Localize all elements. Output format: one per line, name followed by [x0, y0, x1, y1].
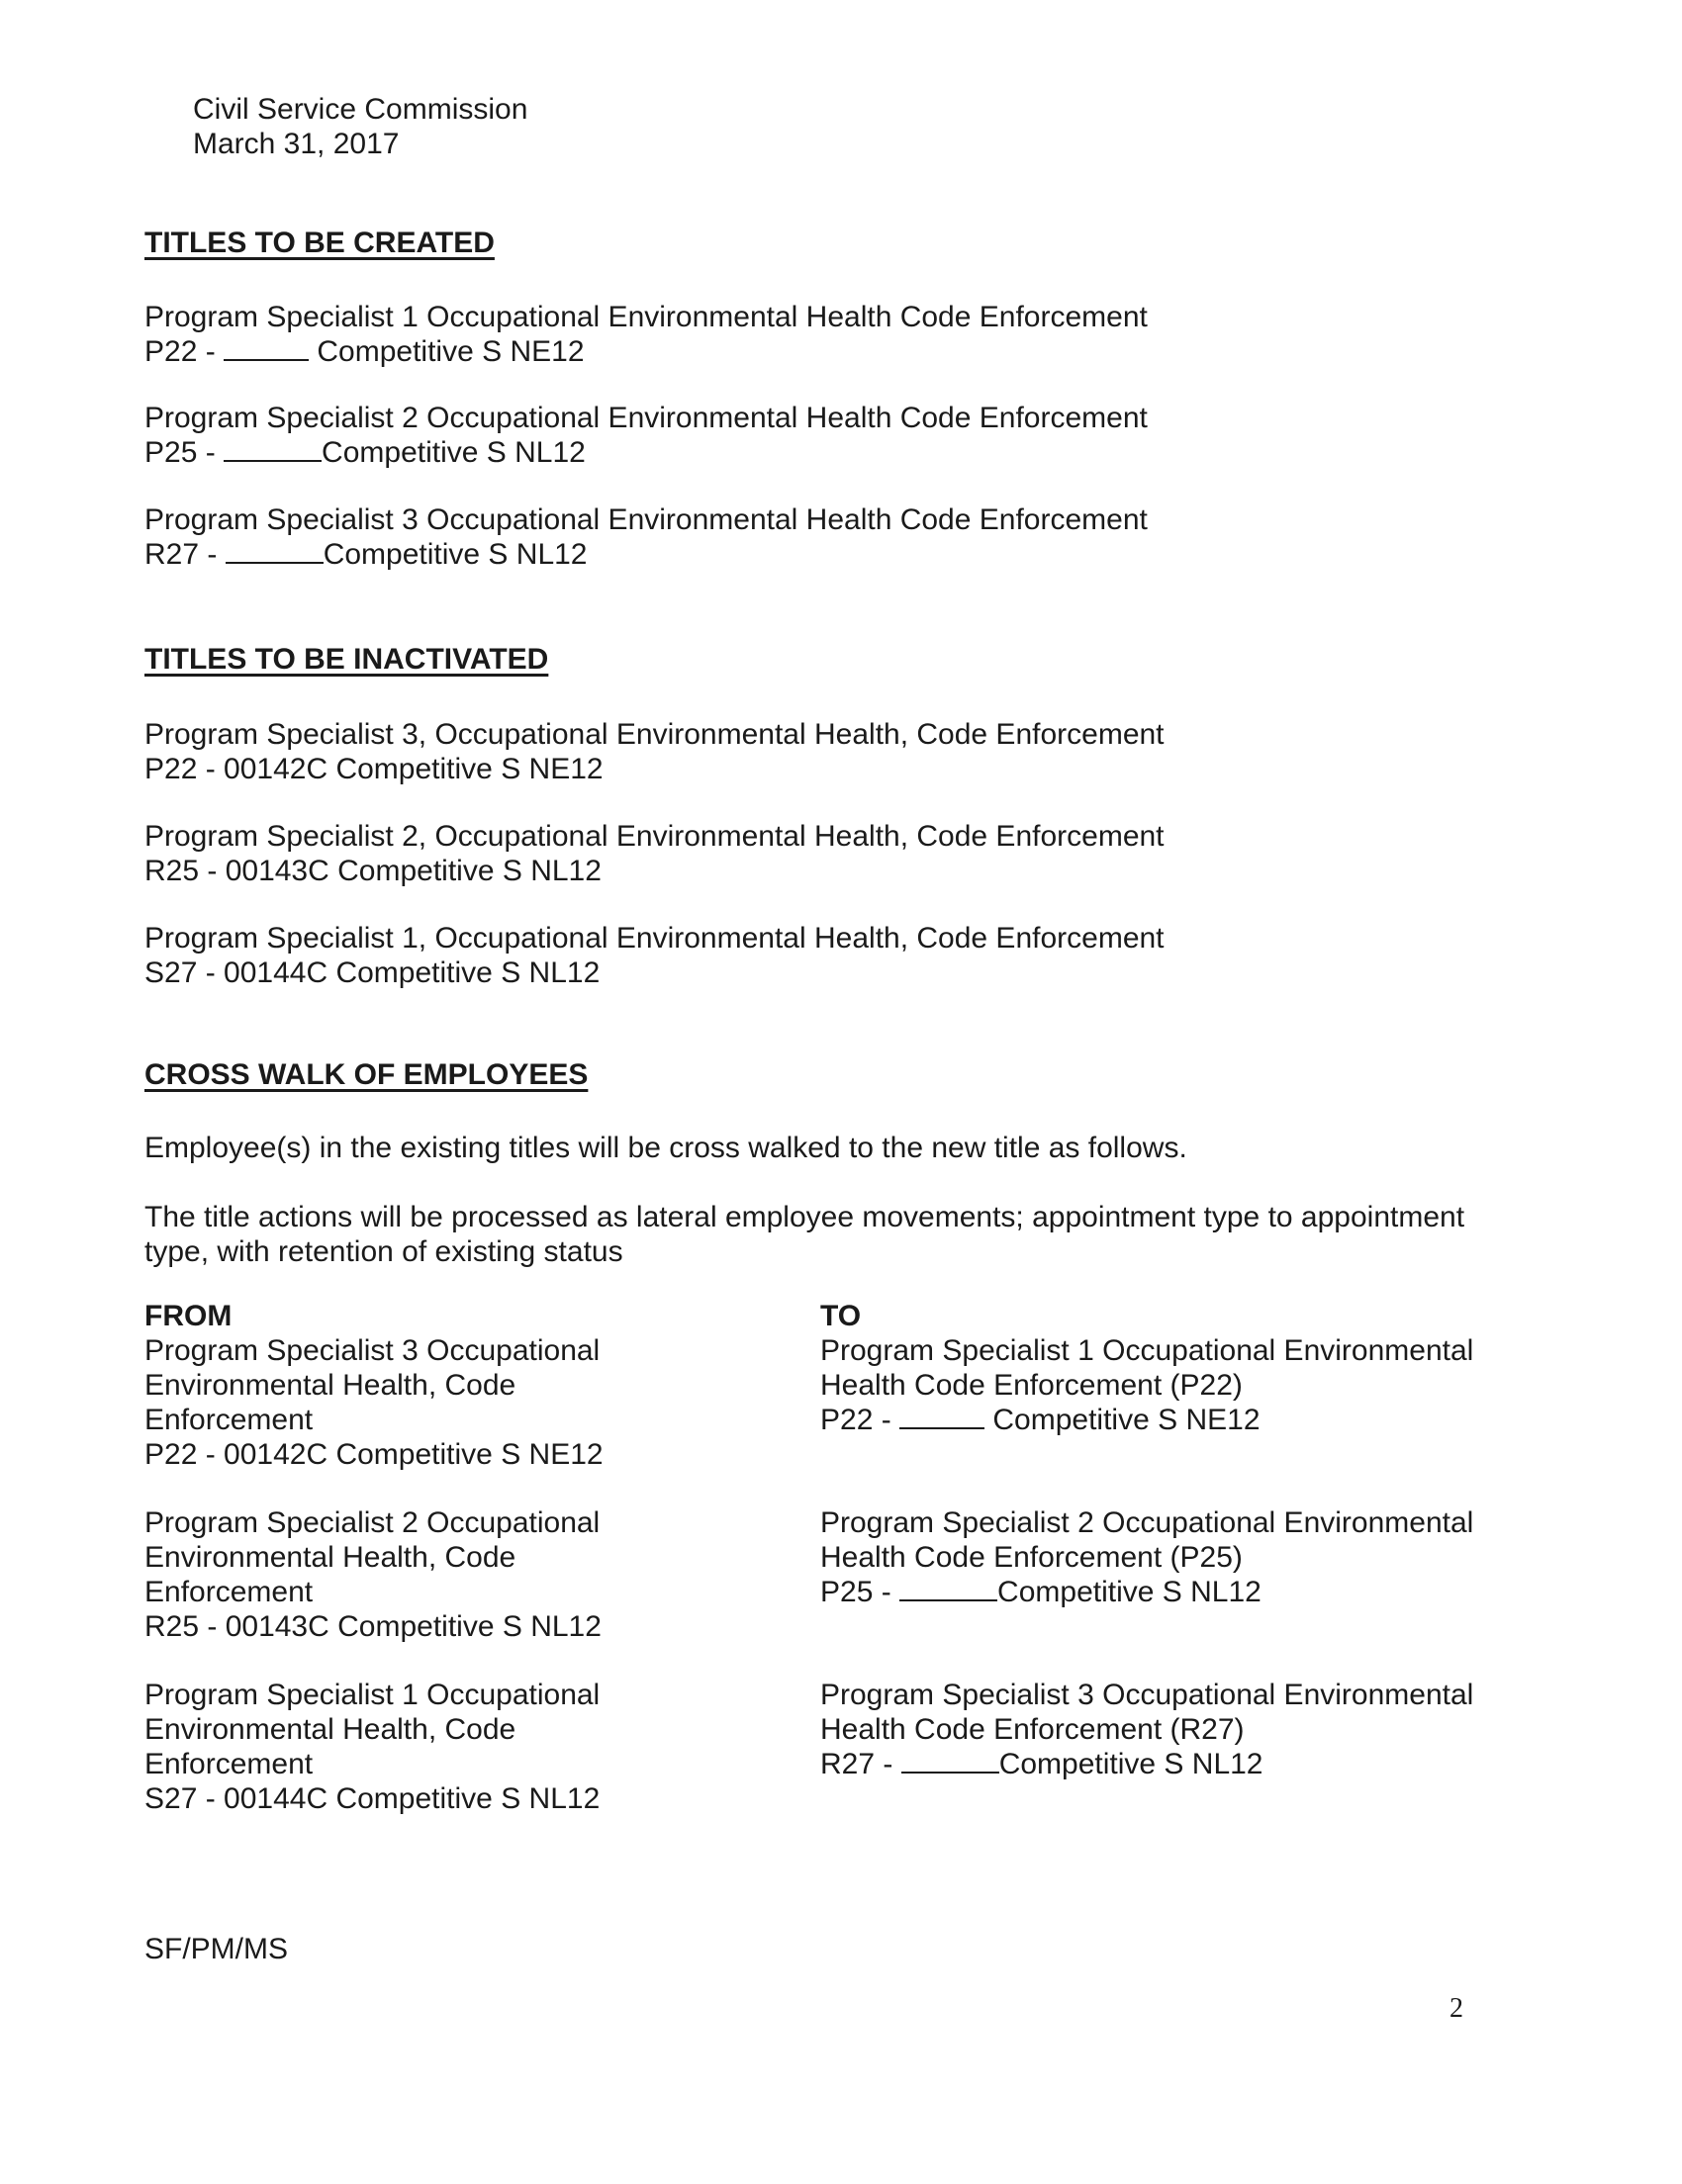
- letter-date: March 31, 2017: [193, 128, 400, 160]
- blank-line: [899, 1404, 984, 1429]
- from-entry-line: Enforcement: [144, 1576, 314, 1608]
- code-suffix: Competitive S NL12: [997, 1576, 1262, 1608]
- blank-line: [226, 538, 324, 564]
- crosswalk-intro: Employee(s) in the existing titles will be cross walked to the new title as follows.: [144, 1132, 1187, 1164]
- code-suffix: Competitive S NE12: [309, 335, 585, 368]
- to-entry-line: Program Specialist 2 Occupational Environmental: [820, 1506, 1474, 1539]
- created-item-title: Program Specialist 2 Occupational Environmental Health Code Enforcement: [144, 402, 1148, 434]
- code-prefix: P25 -: [144, 436, 225, 469]
- from-entry-line: Enforcement: [144, 1404, 314, 1436]
- from-entry: [144, 1333, 699, 1472]
- code-prefix: P22 -: [820, 1404, 900, 1436]
- author-initials: SF/PM/MS: [144, 1933, 289, 1965]
- code-prefix: P22 -: [144, 335, 225, 368]
- to-entry-code: [820, 1575, 1513, 1609]
- from-entry-line: Enforcement: [144, 1748, 314, 1780]
- from-entry-code: S27 - 00144C Competitive S NL12: [144, 1782, 601, 1815]
- code-prefix: R27 -: [144, 538, 226, 571]
- created-item-title: Program Specialist 3 Occupational Environmental Health Code Enforcement: [144, 503, 1148, 536]
- from-entry-line: Environmental Health, Code: [144, 1713, 516, 1746]
- code-suffix: Competitive S NL12: [323, 538, 588, 571]
- created-heading: TITLES TO BE CREATED: [144, 227, 495, 259]
- blank-line: [224, 436, 322, 462]
- blank-line: [899, 1576, 997, 1601]
- from-entry-code: R25 - 00143C Competitive S NL12: [144, 1610, 602, 1643]
- code-suffix: Competitive S NL12: [998, 1748, 1263, 1780]
- inactivated-heading: TITLES TO BE INACTIVATED: [144, 643, 549, 676]
- created-item: [144, 502, 1148, 572]
- crosswalk-from-column: [144, 1299, 699, 1816]
- to-entry-line: Health Code Enforcement (P22): [820, 1369, 1243, 1402]
- from-entry-line: Program Specialist 1 Occupational: [144, 1679, 601, 1711]
- code-prefix: R27 -: [820, 1748, 901, 1780]
- crosswalk-note-line: type, with retention of existing status: [144, 1235, 623, 1268]
- created-item-title: Program Specialist 1 Occupational Environmental Health Code Enforcement: [144, 301, 1148, 333]
- to-entry: [820, 1505, 1513, 1609]
- blank-line: [224, 335, 309, 361]
- inactivated-item-code: S27 - 00144C Competitive S NL12: [144, 956, 601, 989]
- from-entry-line: Environmental Health, Code: [144, 1541, 516, 1574]
- to-entry-line: Program Specialist 3 Occupational Environmental: [820, 1679, 1474, 1711]
- inactivated-item-title: Program Specialist 2, Occupational Environmental Health, Code Enforcement: [144, 820, 1165, 853]
- created-item-code: [144, 537, 1148, 572]
- to-entry-code: [820, 1747, 1513, 1781]
- created-item-code: [144, 435, 1148, 470]
- inactivated-item-title: Program Specialist 1, Occupational Environmental Health, Code Enforcement: [144, 922, 1165, 955]
- from-entry-line: Program Specialist 2 Occupational: [144, 1506, 601, 1539]
- crosswalk-to-column: [820, 1299, 1513, 1781]
- inactivated-item: [144, 921, 1165, 990]
- inactivated-item-code: P22 - 00142C Competitive S NE12: [144, 753, 604, 785]
- created-item-code: [144, 334, 1148, 369]
- inactivated-item: [144, 819, 1165, 888]
- organization-name: Civil Service Commission: [193, 93, 528, 126]
- from-entry: [144, 1505, 699, 1644]
- page-number: 2: [1449, 1993, 1463, 2024]
- crosswalk-note-line: The title actions will be processed as lateral employee movements; appointment type to appointment: [144, 1201, 1465, 1233]
- to-entry-line: Program Specialist 1 Occupational Environmental: [820, 1334, 1474, 1367]
- to-entry-line: Health Code Enforcement (P25): [820, 1541, 1243, 1574]
- inactivated-item-code: R25 - 00143C Competitive S NL12: [144, 855, 602, 887]
- code-prefix: P25 -: [820, 1576, 900, 1608]
- code-suffix: Competitive S NE12: [984, 1404, 1261, 1436]
- from-entry: [144, 1678, 699, 1816]
- letter-header: [193, 92, 527, 161]
- from-entry-line: Program Specialist 3 Occupational: [144, 1334, 601, 1367]
- from-entry-line: Environmental Health, Code: [144, 1369, 516, 1402]
- from-entry-code: P22 - 00142C Competitive S NE12: [144, 1438, 604, 1471]
- to-entry-line: Health Code Enforcement (R27): [820, 1713, 1245, 1746]
- inactivated-item-title: Program Specialist 3, Occupational Environmental Health, Code Enforcement: [144, 718, 1165, 751]
- to-label: TO: [820, 1300, 862, 1332]
- blank-line: [901, 1748, 999, 1774]
- to-entry-code: [820, 1403, 1513, 1437]
- created-item: [144, 401, 1148, 470]
- created-item: [144, 300, 1148, 369]
- to-entry: [820, 1333, 1513, 1437]
- crosswalk-heading: CROSS WALK OF EMPLOYEES: [144, 1058, 589, 1091]
- code-suffix: Competitive S NL12: [322, 436, 586, 469]
- crosswalk-note: [144, 1200, 1510, 1269]
- inactivated-item: [144, 717, 1165, 786]
- to-entry: [820, 1678, 1513, 1781]
- from-label: FROM: [144, 1300, 233, 1332]
